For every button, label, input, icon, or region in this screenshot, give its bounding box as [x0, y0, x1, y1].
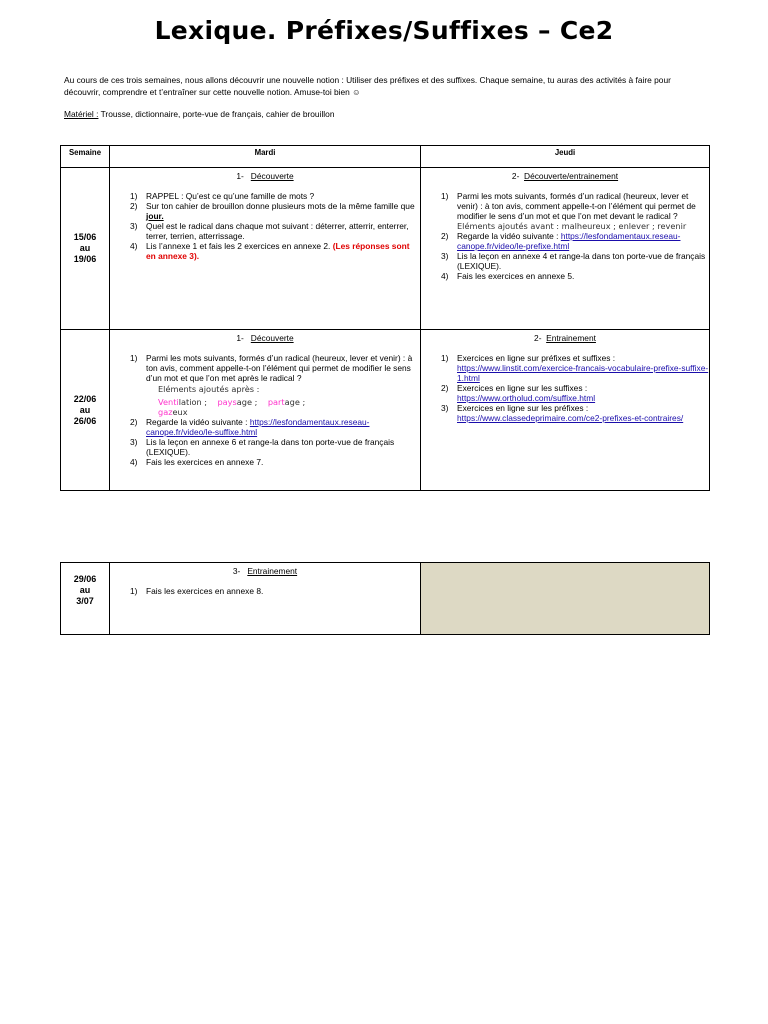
task-list [110, 353, 420, 467]
suffix-examples: Ventilation ; paysage ; partage ; [158, 397, 306, 407]
list-item: 2) Exercices en ligne sur les suffixes : https://www.ortholud.com/suffixe.html [441, 383, 596, 403]
task-list [110, 191, 420, 261]
task-list [421, 191, 709, 281]
elements-label: Eléments ajoutés après : [158, 384, 260, 394]
table-row [61, 168, 710, 330]
mardi-cell [110, 168, 421, 330]
mardi-cell [110, 563, 421, 635]
list-item: 2) Sur ton cahier de brouillon donne plusieurs mots de la même famille que jour. [130, 201, 415, 221]
header-semaine: Semaine [61, 146, 110, 168]
list-item: 1) Parmi les mots suivants, formés d’un radical (heureux, lever et venir) : à ton avis, comment appelle-t-on l’élément qui permet de modifier le sens d’un mot et que l’on met devant le radical ? Eléments ajoutés avant : malheureux ; enlever ; revenir [441, 191, 696, 231]
list-item: 4) Fais les exercices en annexe 7. [130, 457, 264, 467]
exercise-link-linstit[interactable]: https://www.linstit.com/exercice-francais-vocabulaire-prefixe-suffixe-1.html [457, 363, 709, 383]
list-item: 3) Lis la leçon en annexe 6 et range-la dans ton porte-vue de français (LEXIQUE). [130, 437, 395, 457]
week-date: 22/06 au 26/06 [61, 330, 110, 491]
week-date: 15/06 au 19/06 [61, 168, 110, 330]
list-item: 2) Regarde la vidéo suivante : https://lesfondamentaux.reseau-canope.fr/video/le-suffixe.html [130, 417, 370, 437]
jeudi-cell [421, 330, 710, 491]
task-list [110, 586, 420, 596]
jeudi-cell [421, 168, 710, 330]
table-header-row [61, 146, 710, 168]
header-mardi: Mardi [110, 146, 421, 168]
materiel-line [64, 109, 334, 119]
exercise-link-classedeprimaire[interactable]: https://www.classedeprimaire.com/ce2-prefixes-et-contraires/ [457, 413, 684, 423]
materiel-text: Trousse, dictionnaire, porte-vue de français, cahier de brouillon [98, 109, 335, 119]
empty-shaded-cell [421, 563, 710, 635]
video-link-suffixe[interactable]: https://lesfondamentaux.reseau-canope.fr/video/le-suffixe.html [146, 417, 370, 437]
list-item: 1) Exercices en ligne sur préfixes et suffixes : https://www.linstit.com/exercice-francais-vocabulaire-prefixe-suffixe-1.html [441, 353, 709, 383]
list-item: 1) Fais les exercices en annexe 8. [130, 586, 264, 596]
list-item: 4) Fais les exercices en annexe 5. [441, 271, 575, 281]
task-list [421, 353, 709, 423]
session-heading: 1- Découverte [236, 333, 294, 343]
session-heading: 2- Découverte/entrainement [511, 171, 619, 181]
suffix-examples-2: gazeux [158, 407, 188, 417]
mardi-cell [110, 330, 421, 491]
intro-paragraph: Au cours de ces trois semaines, nous allons découvrir une nouvelle notion : Utiliser des préfixes et des suffixes. Chaque semaine, tu auras des activités à faire pour découvrir, comprendre et t’entraîner sur cette nouvelle notion. Amuse-toi bien ☺ [64, 75, 671, 97]
video-link-prefixe[interactable]: https://lesfondamentaux.reseau-canope.fr/video/le-prefixe.html [457, 231, 681, 251]
list-item: 1) RAPPEL : Qu’est ce qu’une famille de mots ? [130, 191, 315, 201]
page-title: Lexique. Préfixes/Suffixes – Ce2 [154, 16, 614, 45]
materiel-label: Matériel : [64, 109, 99, 119]
session-heading: 1- Découverte [236, 171, 294, 181]
session-heading: 2- Entrainement [534, 333, 596, 343]
schedule-table [60, 145, 710, 491]
table-row [61, 330, 710, 491]
week-date: 29/06 au 3/07 [61, 563, 110, 635]
list-item: 4) Lis l’annexe 1 et fais les 2 exercices en annexe 2. (Les réponses sont en annexe 3). [130, 241, 410, 261]
table-row [61, 563, 710, 635]
list-item: 2) Regarde la vidéo suivante : https://lesfondamentaux.reseau-canope.fr/video/le-prefixe.html [441, 231, 681, 251]
schedule-table-week3 [60, 562, 710, 635]
list-item: 1) Parmi les mots suivants, formés d’un radical (heureux, lever et venir) : à ton avis, comment appelle-t-on l’élément qui permet de modifier le sens d’un mot et que l’on met après le radical ? Eléments ajoutés après : Ventilation ; paysage ; partage ; gazeux [130, 353, 420, 417]
list-item: 3) Lis la leçon en annexe 4 et range-la dans ton porte-vue de français (LEXIQUE). [441, 251, 706, 271]
session-heading: 3- Entrainement [232, 566, 298, 576]
exercise-link-ortholud[interactable]: https://www.ortholud.com/suffixe.html [457, 393, 596, 403]
list-item: 3) Exercices en ligne sur les préfixes : https://www.classedeprimaire.com/ce2-prefixes-et-contraires/ [441, 403, 684, 423]
header-jeudi: Jeudi [421, 146, 710, 168]
list-item: 3) Quel est le radical dans chaque mot suivant : déterrer, atterrir, enterrer, terrer, terrien, atterrissage. [130, 221, 409, 241]
